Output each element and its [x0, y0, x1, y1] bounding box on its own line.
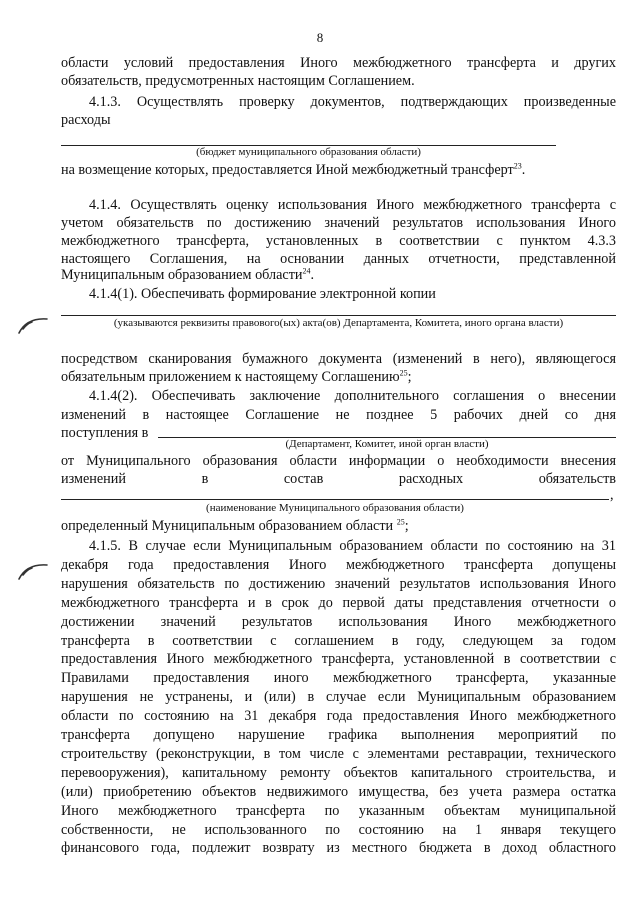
text-line: определенный Муниципальным образованием области $^{25}$; [61, 517, 409, 534]
text-line: 4.1.3. Осуществлять проверку документов, подтверждающих произведенные [89, 94, 616, 110]
text-line: перевооружения), капитальному ремонту объектов капитального строительства, и [61, 764, 616, 781]
text-line: учетом обязательств по достижению значений результатов использования Иного [61, 215, 616, 231]
text-line: изменений в настоящее Соглашение не позднее 5 рабочих дней со дня [61, 407, 616, 423]
text-line: собственности, не использованного по состоянию на 1 января текущего [61, 821, 616, 838]
text-line: нарушения обязательств по достижению значений результатов использования Иного [61, 575, 616, 592]
text-line: Иного межбюджетного трансферта по указанным объектам муниципальной [61, 802, 616, 819]
margin-pen-mark [16, 316, 50, 336]
text-line: межбюджетного трансферта и в срок до первой даты представления отчетности о [61, 594, 616, 611]
text-line: обязательств, предусмотренных настоящим Соглашением. [61, 73, 415, 89]
text-line: области условий предоставления Иного межбюджетного трансферта и других [61, 55, 616, 71]
text-line: трансферта в соответствии с соглашением в году, следующем за годом [61, 632, 616, 649]
text-line: посредством сканирования бумажного документа (изменений в него), являющегося [61, 351, 616, 367]
margin-pen-mark [16, 561, 50, 583]
text-line: 4.1.4(1). Обеспечивать формирование электронной копии [89, 286, 436, 302]
text-line: нарушения не устранены, и (или) в случае если Муниципальным образованием [61, 689, 616, 706]
page-number: 8 [316, 30, 324, 45]
text-line: Правилами предоставления иного межбюджетного трансферта, указанные [61, 670, 616, 687]
text-line: от Муниципального образования области информации о необходимости внесения [61, 453, 616, 469]
text-line: межбюджетного трансферта, установленных в соответствии с пунктом 4.3.3 [61, 233, 616, 249]
text-line: 4.1.4(2). Обеспечивать заключение дополнительного соглашения о внесении [89, 388, 616, 404]
text-line: трансферта допущено нарушение графика выполнения мероприятий по [61, 727, 616, 743]
text-line: области по состоянию на 31 декабря года предоставления Иного межбюджетного [61, 708, 616, 725]
text-line: строительству (реконструкции, в том числе с элементами реставрации, технического [61, 745, 616, 762]
text-line: на возмещение которых, предоставляется Иной межбюджетный трансферт$^{23}$. [61, 161, 526, 178]
text-line: декабря года предоставления Иного межбюджетного трансферта допущены [61, 556, 616, 573]
field-caption: (указываются реквизиты правового(ых) акта(ов) Департамента, Комитета, иного органа власти) [113, 317, 564, 329]
text-line: Муниципальным образованием области$^{24}$. [61, 266, 315, 283]
text-line: (или) приобретению объектов недвижимого имущества, без учета размера остатка [61, 783, 616, 800]
text-line: настоящего Соглашения, на основании данных отчетности, представленной [61, 251, 616, 267]
text-line: предоставления Иного межбюджетного трансферта, установленной в соответствии с [61, 651, 616, 668]
field-caption: (наименование Муниципального образования области) [206, 502, 464, 514]
text-line: 4.1.5. В случае если Муниципальным образованием области по состоянию на 31 [89, 538, 616, 554]
text-line: изменений в состав расходных обязательств [61, 471, 616, 487]
text-line: обязательным приложением к настоящему Соглашению$^{25}$; [61, 368, 412, 385]
text-line: расходы [61, 112, 111, 128]
trailing-comma: , [610, 487, 614, 503]
text-line: финансового года, подлежит возврату из местного бюджета в доход областного [61, 840, 616, 857]
text-line: достижении значений результатов использования Иного межбюджетного [61, 613, 616, 630]
field-caption: (бюджет муниципального образования области) [196, 146, 421, 158]
field-caption: (Департамент, Комитет, иной орган власти) [285, 438, 489, 450]
fill-in-line [61, 315, 616, 316]
text-line: 4.1.4. Осуществлять оценку использования Иного межбюджетного трансферта с [89, 197, 616, 213]
text-line: поступления в [61, 425, 149, 441]
fill-in-line [61, 499, 609, 500]
